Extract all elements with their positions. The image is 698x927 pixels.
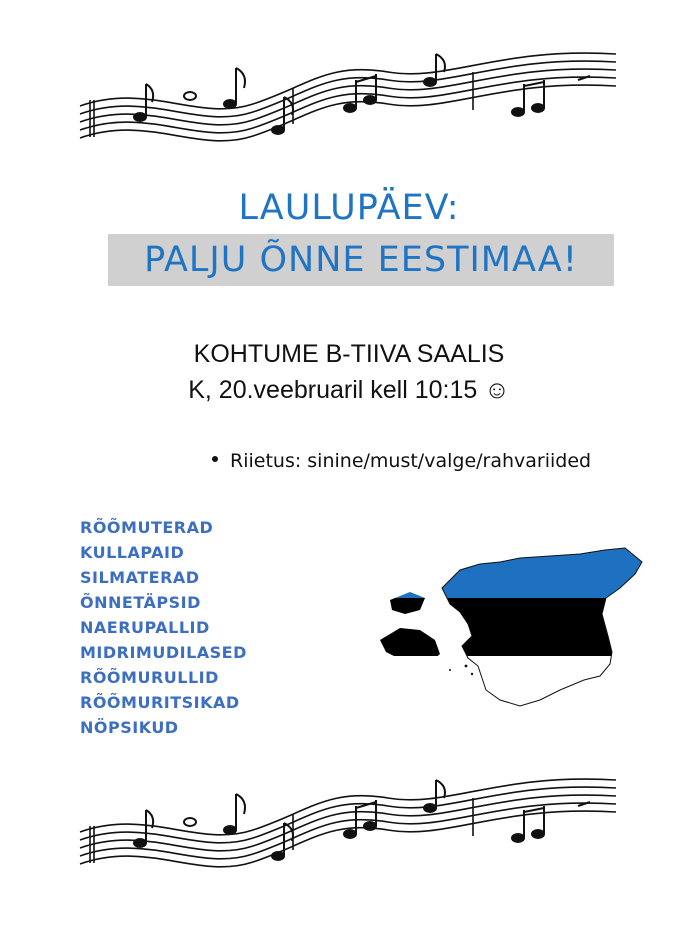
dress-code bbox=[212, 450, 591, 472]
list-item: ÕNNETÄPSID bbox=[80, 593, 201, 612]
event-subtitle: PALJU ÕNNE EESTIMAA! bbox=[108, 234, 614, 286]
list-item: SILMATERAD bbox=[80, 568, 200, 587]
list-item: NÖPSIKUD bbox=[80, 718, 179, 737]
list-item: RÕÕMURITSIKAD bbox=[80, 693, 240, 712]
meeting-time: K, 20.veebruaril kell 10:15 ☺ bbox=[188, 376, 510, 404]
meeting-info bbox=[0, 336, 698, 408]
list-item: MIDRIMUDILASED bbox=[80, 643, 247, 662]
music-staff-bottom-icon bbox=[78, 768, 618, 878]
music-staff-top-icon bbox=[78, 42, 618, 152]
meeting-location: KOHTUME B-TIIVA SAALIS bbox=[193, 340, 505, 368]
list-item: RÕÕMUTERAD bbox=[80, 518, 214, 537]
estonia-flag-map-icon bbox=[380, 540, 650, 715]
group-list bbox=[80, 515, 247, 740]
dress-code-text: Riietus: sinine/must/valge/rahvariided bbox=[230, 450, 592, 472]
list-item: RÕÕMURULLID bbox=[80, 668, 219, 687]
event-title: LAULUPÄEV: bbox=[238, 188, 460, 228]
list-item: NAERUPALLID bbox=[80, 618, 210, 637]
list-item: KULLAPAID bbox=[80, 543, 185, 562]
bullet-icon bbox=[212, 456, 218, 462]
